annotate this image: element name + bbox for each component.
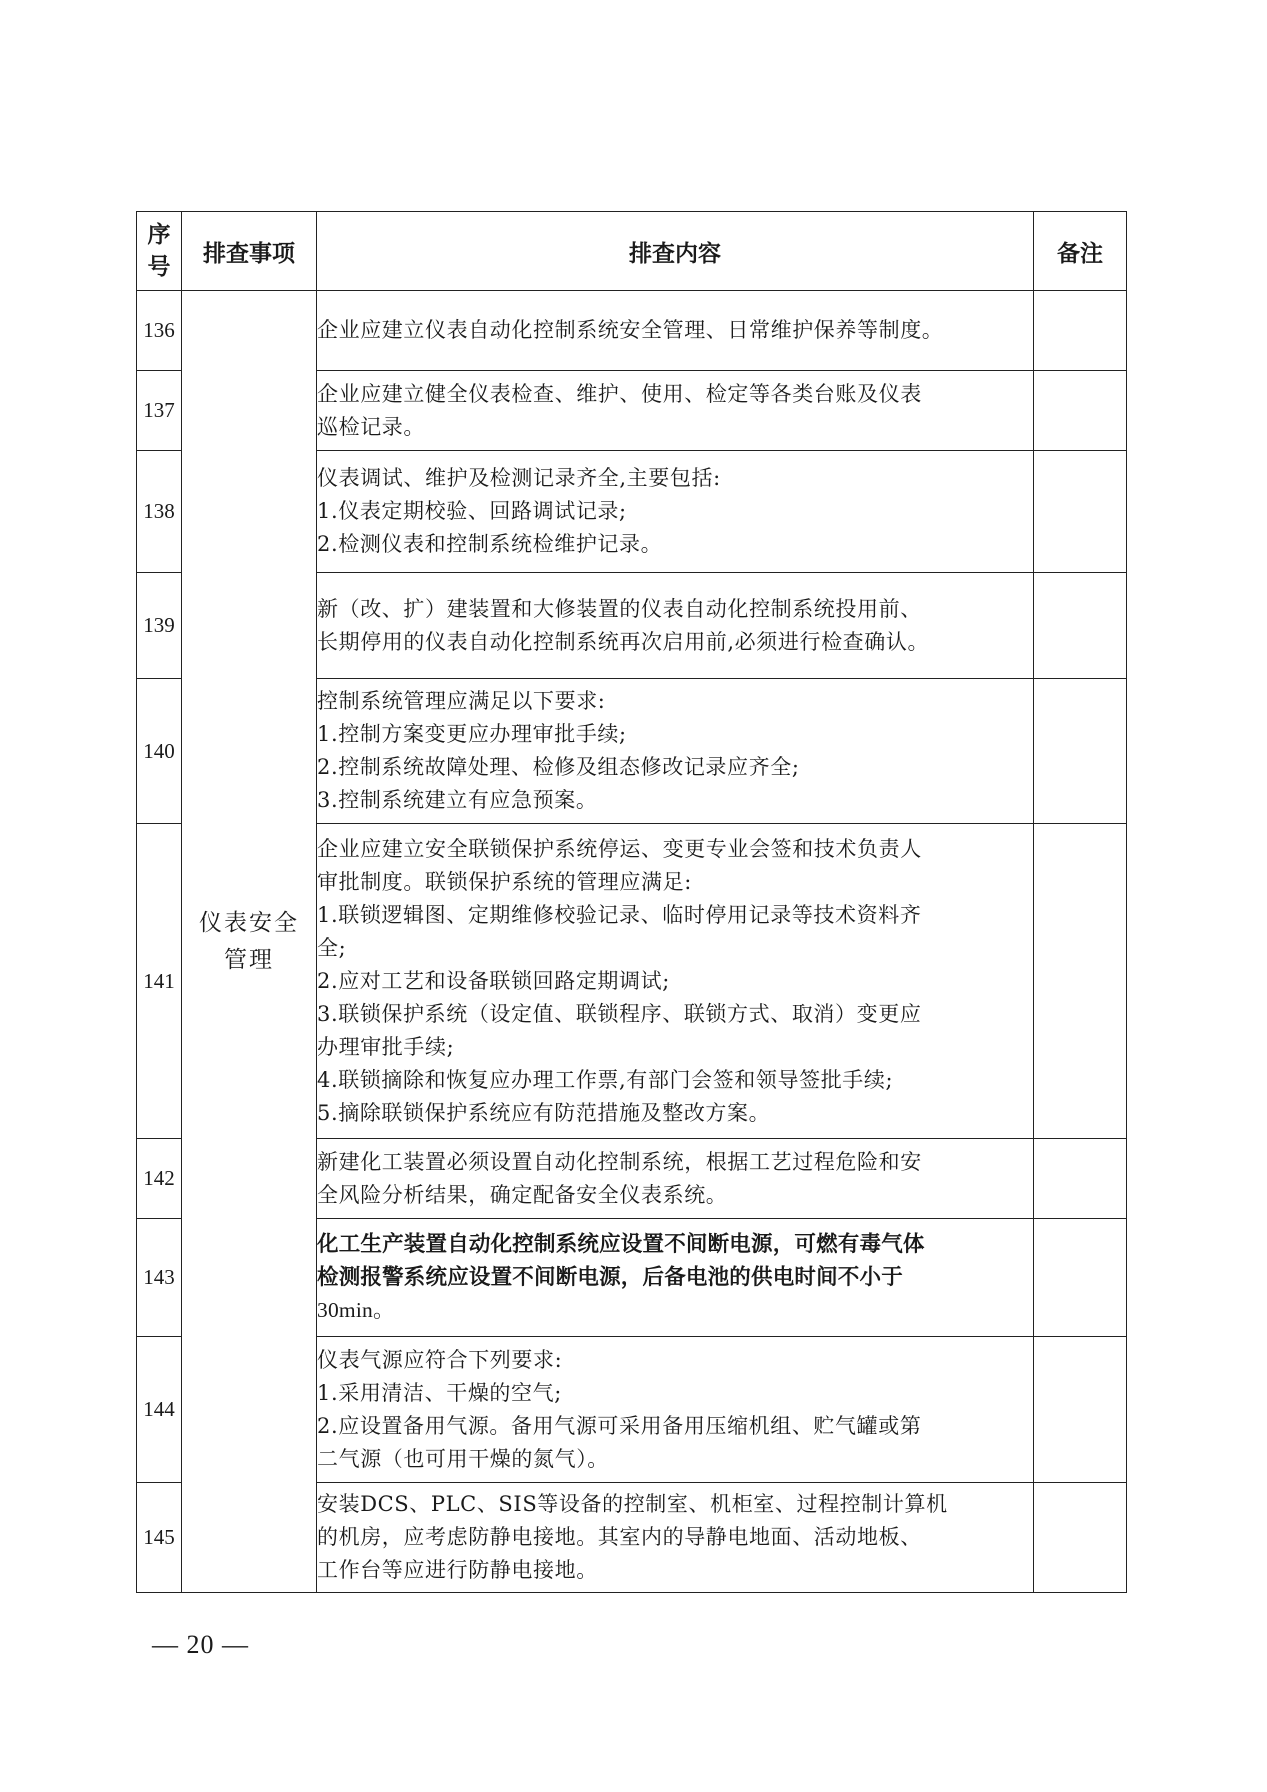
row-content bbox=[317, 1483, 1034, 1593]
content-line: 企业应建立健全仪表检查、维护、使用、检定等各类台账及仪表 bbox=[317, 381, 922, 406]
content-line: 审批制度。联锁保护系统的管理应满足: bbox=[317, 869, 692, 894]
row-note bbox=[1034, 1483, 1127, 1593]
row-number: 140 bbox=[137, 679, 182, 824]
row-note bbox=[1034, 291, 1127, 371]
content-line: 2.控制系统故障处理、检修及组态修改记录应齐全; bbox=[317, 755, 800, 779]
content-line: 工作台等应进行防静电接地。 bbox=[317, 1558, 598, 1582]
row-number: 139 bbox=[137, 573, 182, 679]
content-line: 1.联锁逻辑图、定期维修校验记录、临时停用记录等技术资料齐 bbox=[317, 902, 922, 927]
row-number: 137 bbox=[137, 371, 182, 451]
category-line2: 管理 bbox=[224, 946, 274, 973]
content-line: 仪表气源应符合下列要求: bbox=[317, 1347, 563, 1372]
category-cell bbox=[182, 291, 317, 1593]
header-row bbox=[137, 212, 1127, 291]
content-line: 全; bbox=[317, 935, 347, 960]
row-note bbox=[1034, 1337, 1127, 1483]
content-line: 二气源（也可用干燥的氮气）。 bbox=[317, 1446, 609, 1471]
header-seq-line1: 序 bbox=[147, 222, 171, 248]
row-content bbox=[317, 573, 1034, 679]
table-row bbox=[137, 291, 1127, 371]
row-content bbox=[317, 679, 1034, 824]
page-number: — 20 — bbox=[152, 1630, 249, 1659]
content-line: 巡检记录。 bbox=[317, 414, 425, 439]
row-content bbox=[317, 824, 1034, 1139]
row-note bbox=[1034, 451, 1127, 573]
content-line: 1.控制方案变更应办理审批手续; bbox=[317, 722, 627, 746]
content-line: 2.检测仪表和控制系统检维护记录。 bbox=[317, 532, 663, 556]
row-content bbox=[317, 1337, 1034, 1483]
checklist-table bbox=[136, 211, 1127, 1593]
row-number: 143 bbox=[137, 1219, 182, 1337]
row-note bbox=[1034, 824, 1127, 1139]
row-number: 144 bbox=[137, 1337, 182, 1483]
row-number: 141 bbox=[137, 824, 182, 1139]
content-line: 化工生产装置自动化控制系统应设置不间断电源，可燃有毒气体 bbox=[317, 1232, 925, 1257]
row-content bbox=[317, 451, 1034, 573]
content-line: 全风险分析结果，确定配备安全仪表系统。 bbox=[317, 1182, 728, 1207]
row-note bbox=[1034, 1139, 1127, 1219]
row-note bbox=[1034, 573, 1127, 679]
row-content bbox=[317, 1219, 1034, 1337]
content-line: 企业应建立仪表自动化控制系统安全管理、日常维护保养等制度。 bbox=[317, 318, 944, 342]
content-line: 2.应对工艺和设备联锁回路定期调试; bbox=[317, 968, 670, 993]
content-line: 3.控制系统建立有应急预案。 bbox=[317, 788, 598, 812]
row-number: 138 bbox=[137, 451, 182, 573]
header-category: 排查事项 bbox=[182, 212, 317, 291]
content-line: 办理审批手续; bbox=[317, 1034, 455, 1059]
row-note bbox=[1034, 679, 1127, 824]
header-content: 排查内容 bbox=[317, 212, 1034, 291]
row-number: 136 bbox=[137, 291, 182, 371]
content-line: 5.摘除联锁保护系统应有防范措施及整改方案。 bbox=[317, 1100, 771, 1125]
row-note bbox=[1034, 1219, 1127, 1337]
content-line: 的机房，应考虑防静电接地。其室内的导静电地面、活动地板、 bbox=[317, 1525, 922, 1549]
content-line: 企业应建立安全联锁保护系统停运、变更专业会签和技术负责人 bbox=[317, 836, 922, 861]
content-line: 控制系统管理应满足以下要求: bbox=[317, 689, 606, 713]
content-line: 检测报警系统应设置不间断电源，后备电池的供电时间不小于 bbox=[317, 1265, 903, 1290]
row-content bbox=[317, 291, 1034, 371]
content-line: 新（改、扩）建装置和大修装置的仪表自动化控制系统投用前、 bbox=[317, 596, 922, 621]
row-note bbox=[1034, 371, 1127, 451]
content-line: 长期停用的仪表自动化控制系统再次启用前,必须进行检查确认。 bbox=[317, 629, 930, 654]
content-line: 1.仪表定期校验、回路调试记录; bbox=[317, 499, 627, 523]
row-content bbox=[317, 1139, 1034, 1219]
content-line: 30min。 bbox=[317, 1298, 395, 1322]
header-seq-line2: 号 bbox=[147, 254, 171, 280]
row-number: 145 bbox=[137, 1483, 182, 1593]
row-content bbox=[317, 371, 1034, 451]
category-line1: 仪表安全 bbox=[199, 909, 299, 936]
row-number: 142 bbox=[137, 1139, 182, 1219]
content-line: 新建化工装置必须设置自动化控制系统，根据工艺过程危险和安 bbox=[317, 1149, 922, 1174]
content-line: 2.应设置备用气源。备用气源可采用备用压缩机组、贮气罐或第 bbox=[317, 1413, 922, 1438]
content-line: 仪表调试、维护及检测记录齐全,主要包括: bbox=[317, 466, 721, 490]
content-line: 4.联锁摘除和恢复应办理工作票,有部门会签和领导签批手续; bbox=[317, 1067, 894, 1092]
content-line: 安装DCS、PLC、SIS等设备的控制室、机柜室、过程控制计算机 bbox=[317, 1492, 948, 1516]
content-line: 1.采用清洁、干燥的空气; bbox=[317, 1380, 562, 1405]
header-seq bbox=[137, 212, 182, 291]
header-note: 备注 bbox=[1034, 212, 1127, 291]
content-line: 3.联锁保护系统（设定值、联锁程序、联锁方式、取消）变更应 bbox=[317, 1001, 922, 1026]
